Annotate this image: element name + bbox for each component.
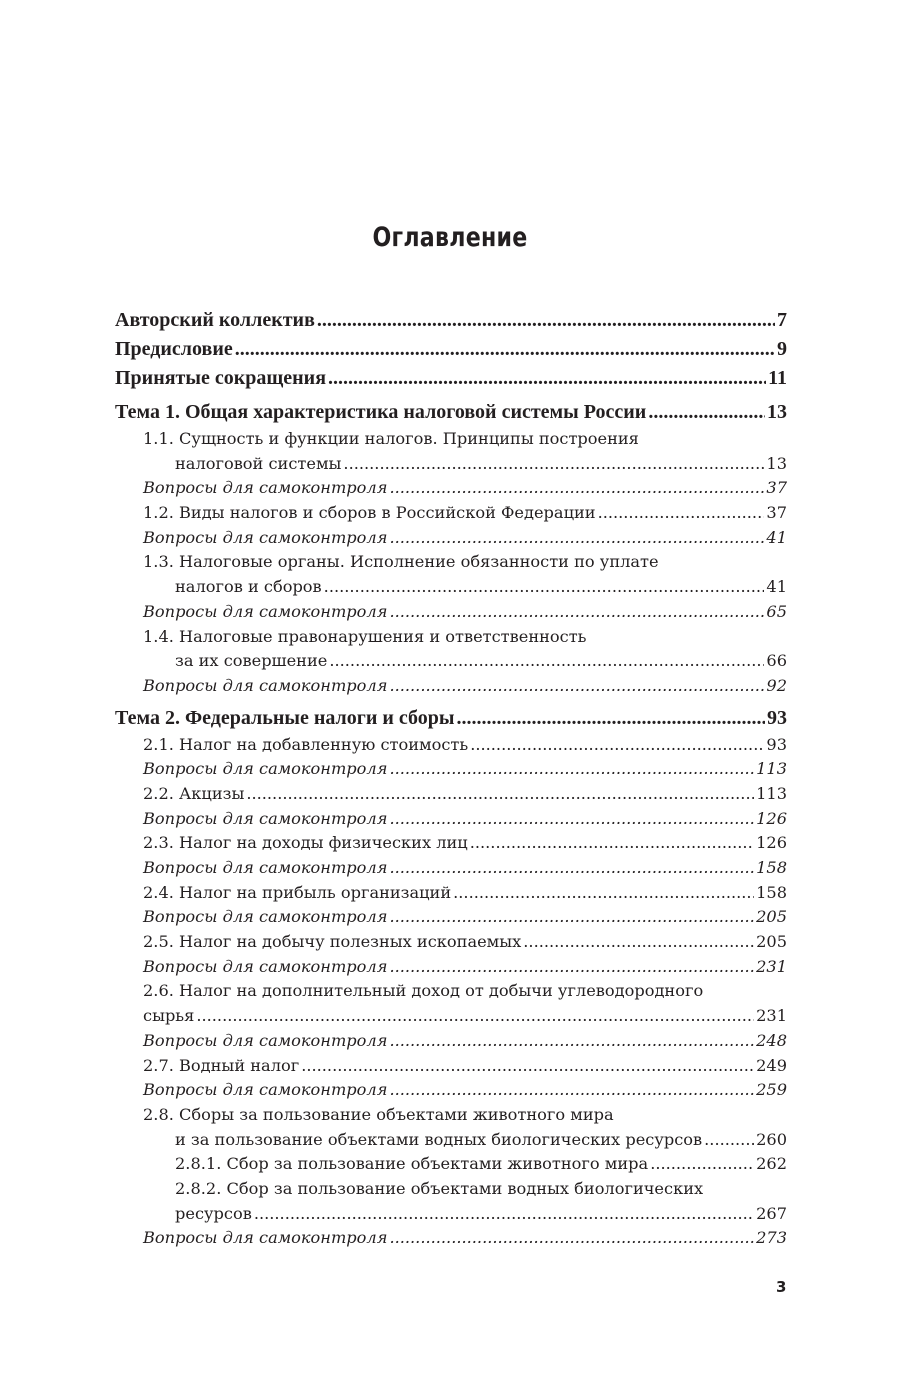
toc-entry-title: 2.8.2. Сбор за пользование объектами водных биологических	[175, 1178, 704, 1198]
dot-leader	[470, 733, 764, 758]
toc-entry-page: 262	[756, 1154, 787, 1174]
dot-leader	[470, 831, 754, 856]
toc-entry[interactable]	[115, 600, 787, 625]
dot-leader	[453, 881, 754, 906]
toc-entry[interactable]	[115, 452, 787, 477]
toc-entry-page: 126	[756, 833, 787, 853]
toc-entry-page: 158	[756, 882, 787, 902]
toc-entry[interactable]	[115, 649, 787, 674]
dot-leader	[343, 452, 764, 477]
toc-entry[interactable]	[115, 1054, 787, 1079]
page-number: 3	[776, 1278, 787, 1296]
toc-entry-title: Предисловие	[115, 338, 233, 360]
dot-leader	[523, 930, 754, 955]
toc-entry-page: 13	[766, 453, 787, 473]
toc-entry-page: 9	[777, 338, 787, 360]
dot-leader	[389, 526, 764, 551]
dot-leader	[389, 1226, 754, 1251]
toc-entry-title: Тема 1. Общая характеристика налоговой системы России	[115, 401, 647, 423]
toc-entry[interactable]	[115, 1152, 787, 1177]
toc-entry-page: 66	[766, 651, 787, 671]
toc-entry-title: Вопросы для самоконтроля	[143, 675, 388, 695]
toc-entry-page: 260	[756, 1129, 787, 1149]
toc-entry-page: 126	[756, 808, 787, 828]
toc-entry[interactable]	[115, 674, 787, 699]
dot-leader	[196, 1004, 754, 1029]
page-title: Оглавление	[372, 222, 528, 253]
toc-entry-title: 2.1. Налог на добавленную стоимость	[143, 734, 469, 754]
toc-entry-page: 92	[766, 675, 787, 695]
toc-entry[interactable]	[115, 1226, 787, 1251]
dot-leader	[329, 649, 764, 674]
toc-entry-page: 37	[766, 478, 787, 498]
dot-leader	[389, 674, 764, 699]
toc-entry-page: 205	[756, 907, 787, 927]
toc-entry-title: Вопросы для самоконтроля	[143, 1228, 388, 1248]
toc-entry-title: 1.2. Виды налогов и сборов в Российской Федерации	[143, 503, 596, 523]
toc-entry-title: 2.2. Акцизы	[143, 783, 245, 803]
toc-entry[interactable]	[115, 1177, 787, 1202]
toc-entry[interactable]	[115, 704, 787, 733]
dot-leader	[246, 782, 754, 807]
toc-entry[interactable]	[115, 625, 787, 650]
toc-entry-title: ресурсов	[175, 1203, 252, 1223]
toc-entry-page: 273	[756, 1228, 787, 1248]
dot-leader	[389, 807, 754, 832]
dot-leader	[389, 600, 764, 625]
toc-entry-title: налоговой системы	[175, 453, 342, 473]
toc-entry-title: 2.8.1. Сбор за пользование объектами животного мира	[175, 1154, 649, 1174]
toc-entry-title: Авторский коллектив	[115, 309, 315, 331]
toc-entry-title: Вопросы для самоконтроля	[143, 808, 388, 828]
toc-entry-title: Вопросы для самоконтроля	[143, 956, 388, 976]
toc-entry-page: 231	[756, 1006, 787, 1026]
toc-entry-title: и за пользование объектами водных биологических ресурсов	[175, 1129, 703, 1149]
toc-entry-title: Вопросы для самоконтроля	[143, 527, 388, 547]
toc-entry-title: 2.5. Налог на добычу полезных ископаемых	[143, 932, 522, 952]
toc-entry-page: 113	[756, 783, 787, 803]
toc-entry[interactable]	[115, 427, 787, 452]
toc-entry[interactable]	[115, 1004, 787, 1029]
toc-entry-page: 41	[766, 527, 787, 547]
dot-leader	[389, 1029, 754, 1054]
dot-leader	[389, 905, 754, 930]
toc-entry-page: 93	[767, 706, 787, 729]
toc-entry[interactable]	[115, 335, 787, 364]
toc-entry-page: 41	[766, 577, 787, 597]
toc-entry[interactable]	[115, 955, 787, 980]
toc-entry-title: Вопросы для самоконтроля	[143, 759, 388, 779]
toc-entry-title: сырья	[143, 1006, 195, 1026]
toc-entry-title: Вопросы для самоконтроля	[143, 601, 388, 621]
dot-leader	[650, 1152, 754, 1177]
toc-entry-title: Тема 2. Федеральные налоги и сборы	[115, 706, 455, 729]
toc-entry[interactable]	[115, 550, 787, 575]
dot-leader	[456, 704, 765, 733]
toc-entry-page: 93	[766, 734, 787, 754]
toc-entry-title: 1.1. Сущность и функции налогов. Принципы построения	[143, 429, 639, 448]
toc-entry[interactable]	[115, 930, 787, 955]
toc-entry-page: 13	[767, 401, 787, 423]
toc-entry-title: за их совершение	[175, 651, 328, 671]
toc-entry[interactable]	[115, 526, 787, 551]
dot-leader	[389, 955, 754, 980]
toc-entry[interactable]	[115, 398, 787, 427]
toc-entry-title: налогов и сборов	[175, 577, 322, 597]
toc-entry[interactable]	[115, 831, 787, 856]
toc-entry-page: 65	[766, 601, 787, 621]
toc-entry-title: 2.7. Водный налог	[143, 1055, 300, 1075]
toc-entry[interactable]	[115, 733, 787, 758]
toc-entry-title: 2.4. Налог на прибыль организаций	[143, 882, 452, 902]
toc-entry[interactable]	[115, 905, 787, 930]
toc-entry[interactable]	[115, 856, 787, 881]
toc-entry-page: 259	[756, 1080, 787, 1100]
toc-entry-title: Вопросы для самоконтроля	[143, 1080, 388, 1100]
toc-entry[interactable]	[115, 1128, 787, 1153]
toc-entry-page: 231	[756, 956, 787, 976]
toc-entry-page: 158	[756, 858, 787, 877]
dot-leader	[648, 398, 765, 427]
dot-leader	[598, 501, 765, 526]
toc-entry[interactable]	[115, 881, 787, 906]
dot-leader	[389, 1078, 754, 1103]
dot-leader	[328, 364, 766, 393]
toc-entry-page: 249	[756, 1055, 787, 1075]
toc-entry-page: 205	[756, 932, 787, 952]
toc-entry-page: 267	[756, 1203, 787, 1223]
toc-entry-title: 1.3. Налоговые органы. Исполнение обязанности по уплате	[143, 552, 659, 572]
dot-leader	[235, 335, 775, 364]
toc-entry[interactable]	[115, 306, 787, 335]
dot-leader	[389, 856, 754, 881]
toc-entry-title: 1.4. Налоговые правонарушения и ответственность	[143, 626, 587, 646]
toc-entry[interactable]	[115, 1202, 787, 1227]
table-of-contents	[115, 306, 787, 1251]
toc-entry[interactable]	[115, 476, 787, 501]
toc-entry-title: 2.3. Налог на доходы физических лиц	[143, 833, 468, 853]
toc-entry[interactable]	[115, 1078, 787, 1103]
toc-entry[interactable]	[115, 364, 787, 393]
toc-entry-title: Принятые сокращения	[115, 367, 327, 389]
toc-entry[interactable]	[115, 979, 787, 1004]
toc-entry[interactable]	[115, 782, 787, 807]
toc-entry-page: 37	[766, 503, 787, 523]
toc-entry-title: Вопросы для самоконтроля	[143, 1030, 388, 1050]
dot-leader	[704, 1128, 754, 1153]
toc-entry-page: 248	[756, 1030, 787, 1050]
dot-leader	[301, 1054, 754, 1079]
toc-entry[interactable]	[115, 575, 787, 600]
dot-leader	[317, 306, 775, 335]
toc-entry[interactable]	[115, 1029, 787, 1054]
toc-entry[interactable]	[115, 757, 787, 782]
toc-entry-page: 11	[768, 367, 787, 389]
dot-leader	[389, 476, 764, 501]
dot-leader	[324, 575, 765, 600]
toc-entry-page: 7	[777, 309, 787, 331]
toc-entry-title: Вопросы для самоконтроля	[143, 858, 388, 877]
toc-entry-page: 113	[756, 759, 787, 779]
toc-entry[interactable]	[115, 807, 787, 832]
toc-entry[interactable]	[115, 1103, 787, 1128]
toc-entry-title: 2.8. Сборы за пользование объектами животного мира	[143, 1104, 614, 1124]
dot-leader	[389, 757, 754, 782]
toc-entry-title: 2.6. Налог на дополнительный доход от добычи углеводородного	[143, 981, 704, 1001]
toc-entry-title: Вопросы для самоконтроля	[143, 907, 388, 927]
toc-entry[interactable]	[115, 501, 787, 526]
dot-leader	[254, 1202, 754, 1227]
toc-entry-title: Вопросы для самоконтроля	[143, 478, 388, 498]
